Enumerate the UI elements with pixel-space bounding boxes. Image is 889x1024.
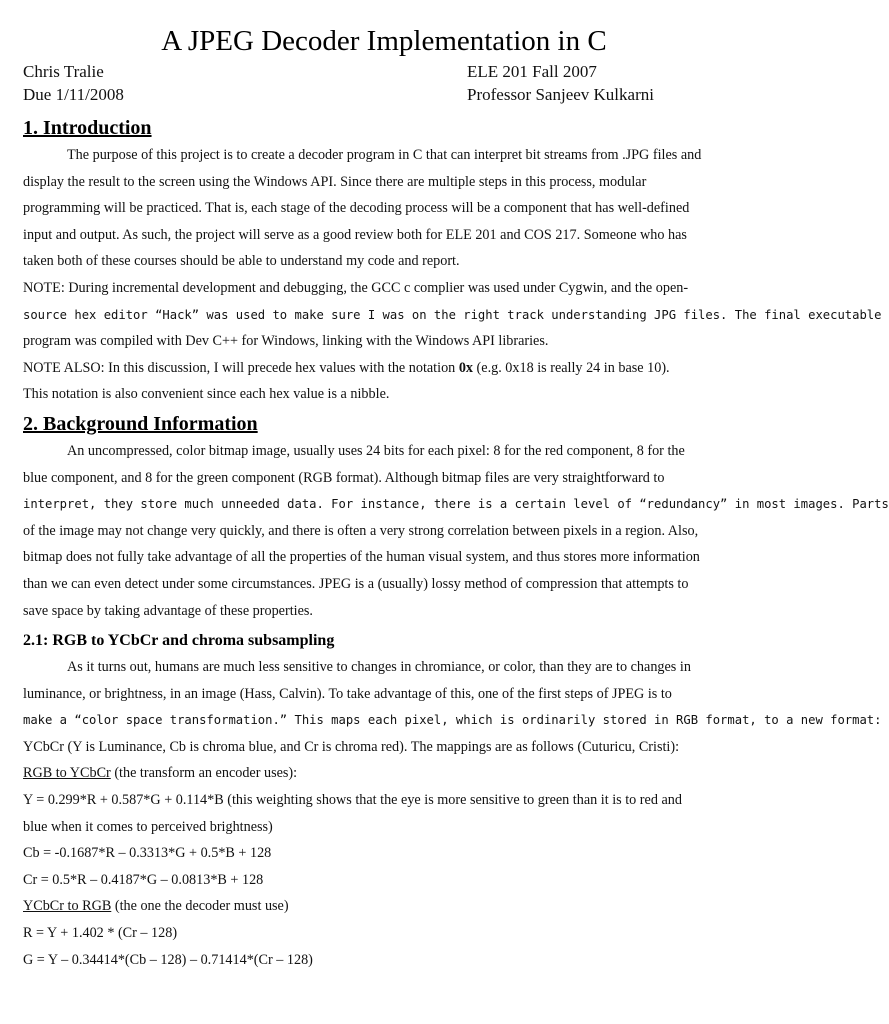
subsection-line: As it turns out, humans are much less sensitive to changes in chromiance, or color, than they are to changes in xyxy=(67,659,691,676)
rgb-to-ycbcr-label: RGB to YCbCr xyxy=(23,765,111,782)
subsection-line: YCbCr (Y is Luminance, Cb is chroma blue, and Cr is chroma red). The mappings are as follows (Cuturicu, Cristi): xyxy=(23,738,680,755)
intro-line: input and output. As such, the project will serve as a good review both for ELE 201 and COS 217. Someone who has xyxy=(23,226,687,243)
background-line: than we can even detect under some circumstances. JPEG is a (usually) lossy method of compression that attempts to xyxy=(23,575,689,592)
ycbcr-to-rgb-label: YCbCr to RGB xyxy=(23,898,112,915)
author-name: Chris Tralie xyxy=(23,62,104,81)
hex-notation: 0x xyxy=(458,359,473,376)
professor-name: Professor Sanjeev Kulkarni xyxy=(467,85,654,104)
document-title: A JPEG Decoder Implementation in C xyxy=(161,25,607,57)
background-heading: 2. Background Information xyxy=(23,412,258,435)
cr-formula: Cr = 0.5*R – 0.4187*G – 0.0813*B + 128 xyxy=(23,871,264,888)
intro-line: display the result to the screen using the Windows API. Since there are multiple steps in this process, modular xyxy=(23,173,647,190)
intro-line: The purpose of this project is to create a decoder program in C that can interpret bit streams from .JPG files and xyxy=(67,147,702,163)
course-block xyxy=(467,60,654,106)
background-line: interpret, they store much unneeded data. For instance, there is a certain level of “redundancy” in most images. Parts xyxy=(23,497,889,512)
note-line: NOTE: During incremental development and debugging, the GCC c complier was used under Cygwin, and the open- xyxy=(23,279,689,296)
document-page xyxy=(23,22,889,973)
note-also-prefix: NOTE ALSO: In this discussion, I will precede hex values with the notation xyxy=(23,359,459,376)
intro-heading: 1. Introduction xyxy=(23,117,152,139)
background-line: blue component, and 8 for the green component (RGB format). Although bitmap files are very straightforward to xyxy=(23,469,665,486)
ycbcr-to-rgb-note: (the one the decoder must use) xyxy=(111,898,289,915)
r-formula: R = Y + 1.402 * (Cr – 128) xyxy=(23,925,178,942)
background-line: of the image may not change very quickly, and there is often a very strong correlation between pixels in a region. Also, xyxy=(23,522,699,539)
subsection-line: make a “color space transformation.” This maps each pixel, which is ordinarily stored in RGB format, to a new format: xyxy=(23,713,882,728)
header-meta xyxy=(23,60,745,106)
subsection-heading: 2.1: RGB to YCbCr and chroma subsampling xyxy=(23,632,335,650)
note-also-line xyxy=(23,355,745,382)
course-name: ELE 201 Fall 2007 xyxy=(467,62,597,81)
background-line: An uncompressed, color bitmap image, usually uses 24 bits for each pixel: 8 for the red component, 8 for the xyxy=(67,442,685,459)
ycbcr-to-rgb-line xyxy=(23,893,745,920)
subsection-line: luminance, or brightness, in an image (Hass, Calvin). To take advantage of this, one of the first steps of JPEG is to xyxy=(23,685,672,702)
author-block xyxy=(23,60,124,106)
cb-formula: Cb = -0.1687*R – 0.3313*G + 0.5*B + 128 xyxy=(23,845,272,862)
note-also-suffix: (e.g. 0x18 is really 24 in base 10). xyxy=(473,359,670,376)
background-line: save space by taking advantage of these properties. xyxy=(23,602,313,619)
y-formula: Y = 0.299*R + 0.587*G + 0.114*B (this weighting shows that the eye is more sensitive to green than it is to red and xyxy=(23,792,682,809)
background-line: bitmap does not fully take advantage of all the properties of the human visual system, and thus stores more information xyxy=(23,549,700,566)
due-date: Due 1/11/2008 xyxy=(23,85,124,104)
note-also-line-2: This notation is also convenient since each hex value is a nibble. xyxy=(23,386,390,403)
note-line: program was compiled with Dev C++ for Windows, linking with the Windows API libraries. xyxy=(23,333,549,350)
y-formula-cont: blue when it comes to perceived brightness) xyxy=(23,818,273,835)
g-formula: G = Y – 0.34414*(Cb – 128) – 0.71414*(Cr – 128) xyxy=(23,951,313,968)
note-line: source hex editor “Hack” was used to make sure I was on the right track understanding JPG files. The final executable xyxy=(23,307,882,322)
rgb-to-ycbcr-note: (the transform an encoder uses): xyxy=(110,765,298,782)
rgb-to-ycbcr-line xyxy=(23,760,745,787)
intro-line: programming will be practiced. That is, each stage of the decoding process will be a component that has well-defined xyxy=(23,200,690,217)
intro-line: taken both of these courses should be able to understand my code and report. xyxy=(23,253,460,270)
